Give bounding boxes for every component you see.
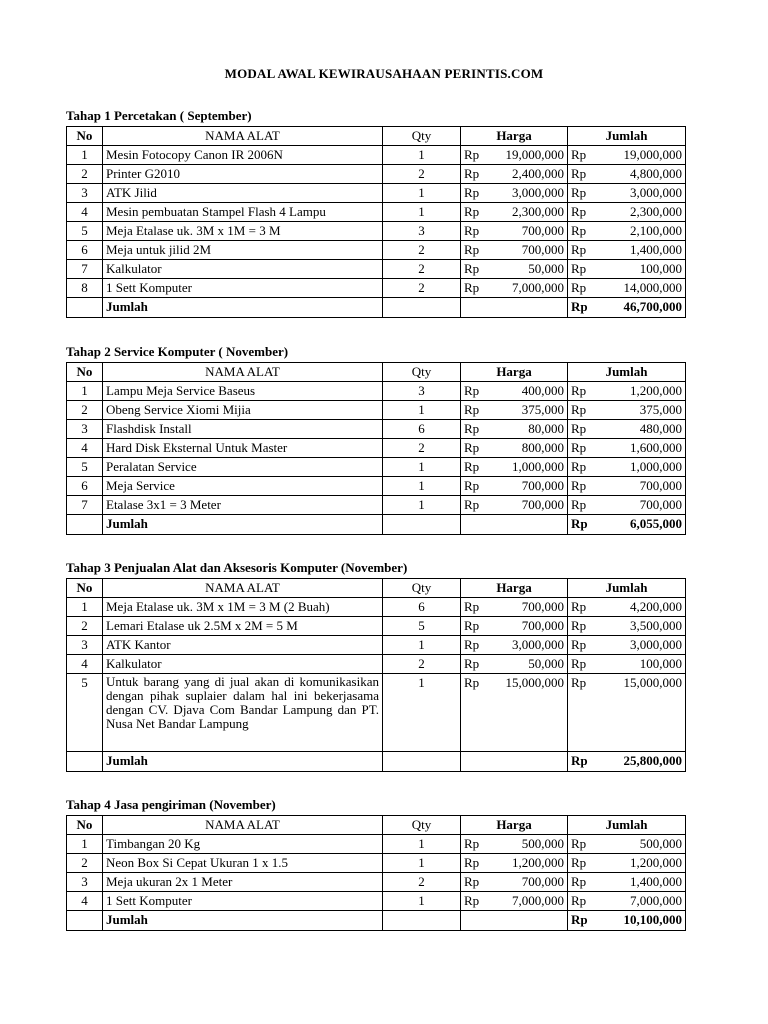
header-no: No [67, 816, 103, 835]
header-jumlah: Jumlah [568, 127, 686, 146]
item-qty: 2 [383, 241, 461, 260]
row-number: 1 [67, 598, 103, 617]
item-name: Obeng Service Xiomi Mijia [103, 401, 383, 420]
item-price: 700,000 [488, 617, 568, 636]
currency-label: Rp [461, 279, 488, 298]
currency-label: Rp [568, 165, 595, 184]
stage-title: Tahap 1 Percetakan ( September) [66, 108, 252, 123]
item-price: 800,000 [488, 439, 568, 458]
cost-table [66, 362, 686, 535]
table-row [67, 382, 686, 401]
item-total: 4,800,000 [595, 165, 686, 184]
table-row [67, 598, 686, 617]
stage-section [66, 107, 685, 318]
table-row [67, 146, 686, 165]
item-name: Meja Etalase uk. 3M x 1M = 3 M [103, 222, 383, 241]
grand-total: 10,100,000 [595, 911, 686, 931]
currency-label: Rp [568, 515, 595, 535]
table-row [67, 420, 686, 439]
item-name: Mesin pembuatan Stampel Flash 4 Lampu [103, 203, 383, 222]
item-name: Mesin Fotocopy Canon IR 2006N [103, 146, 383, 165]
item-total: 1,200,000 [595, 854, 686, 873]
item-name: Lemari Etalase uk 2.5M x 2M = 5 M [103, 617, 383, 636]
currency-label: Rp [461, 260, 488, 279]
item-name: Neon Box Si Cepat Ukuran 1 x 1.5 [103, 854, 383, 873]
item-total: 100,000 [595, 260, 686, 279]
item-name: ATK Jilid [103, 184, 383, 203]
currency-label: Rp [568, 617, 595, 636]
currency-label: Rp [461, 439, 488, 458]
header-nama-alat: NAMA ALAT [103, 127, 383, 146]
currency-label: Rp [568, 184, 595, 203]
item-total: 1,600,000 [595, 439, 686, 458]
row-number: 5 [67, 222, 103, 241]
item-qty: 1 [383, 146, 461, 165]
table-header-row [67, 816, 686, 835]
currency-label: Rp [568, 854, 595, 873]
table-header-row [67, 579, 686, 598]
currency-label: Rp [568, 279, 595, 298]
item-total: 3,500,000 [595, 617, 686, 636]
header-qty: Qty [383, 816, 461, 835]
item-total: 4,200,000 [595, 598, 686, 617]
table-row [67, 222, 686, 241]
table-row [67, 496, 686, 515]
table-row [67, 477, 686, 496]
item-total: 2,300,000 [595, 203, 686, 222]
total-empty-cell [461, 911, 568, 931]
header-qty: Qty [383, 127, 461, 146]
item-name: Flashdisk Install [103, 420, 383, 439]
item-qty: 6 [383, 420, 461, 439]
total-row [67, 752, 686, 772]
item-total: 480,000 [595, 420, 686, 439]
item-qty: 1 [383, 892, 461, 911]
currency-label: Rp [568, 496, 595, 515]
item-qty: 1 [383, 184, 461, 203]
item-name: Timbangan 20 Kg [103, 835, 383, 854]
header-harga: Harga [461, 816, 568, 835]
item-qty: 2 [383, 655, 461, 674]
row-number: 3 [67, 873, 103, 892]
row-number: 4 [67, 439, 103, 458]
currency-label: Rp [461, 636, 488, 655]
table-row [67, 636, 686, 655]
grand-total: 6,055,000 [595, 515, 686, 535]
item-total: 1,200,000 [595, 382, 686, 401]
stage-title: Tahap 4 Jasa pengiriman (November) [66, 797, 276, 812]
currency-label: Rp [461, 458, 488, 477]
item-name: Kalkulator [103, 260, 383, 279]
header-no: No [67, 579, 103, 598]
currency-label: Rp [568, 636, 595, 655]
item-price: 3,000,000 [488, 184, 568, 203]
table-row [67, 241, 686, 260]
currency-label: Rp [568, 892, 595, 911]
item-total: 100,000 [595, 655, 686, 674]
total-label: Jumlah [103, 911, 383, 931]
item-total: 700,000 [595, 496, 686, 515]
total-empty-cell [67, 911, 103, 931]
total-label: Jumlah [103, 752, 383, 772]
row-number: 2 [67, 854, 103, 873]
currency-label: Rp [568, 674, 595, 752]
item-price: 500,000 [488, 835, 568, 854]
item-price: 3,000,000 [488, 636, 568, 655]
header-nama-alat: NAMA ALAT [103, 579, 383, 598]
total-empty-cell [461, 752, 568, 772]
currency-label: Rp [568, 752, 595, 772]
item-total: 500,000 [595, 835, 686, 854]
row-number: 4 [67, 655, 103, 674]
item-qty: 1 [383, 636, 461, 655]
grand-total: 25,800,000 [595, 752, 686, 772]
item-price: 50,000 [488, 655, 568, 674]
item-price: 2,300,000 [488, 203, 568, 222]
item-price: 1,200,000 [488, 854, 568, 873]
item-total: 19,000,000 [595, 146, 686, 165]
table-row [67, 854, 686, 873]
header-nama-alat: NAMA ALAT [103, 816, 383, 835]
item-price: 7,000,000 [488, 892, 568, 911]
header-harga: Harga [461, 363, 568, 382]
currency-label: Rp [568, 298, 595, 318]
item-total: 700,000 [595, 477, 686, 496]
total-empty-cell [383, 515, 461, 535]
currency-label: Rp [461, 892, 488, 911]
row-number: 5 [67, 674, 103, 752]
table-row [67, 401, 686, 420]
page-title: MODAL AWAL KEWIRAUSAHAAN PERINTIS.COM [224, 66, 544, 81]
currency-label: Rp [568, 873, 595, 892]
table-row [67, 203, 686, 222]
item-qty: 1 [383, 496, 461, 515]
item-qty: 1 [383, 401, 461, 420]
item-qty: 1 [383, 458, 461, 477]
item-name: Etalase 3x1 = 3 Meter [103, 496, 383, 515]
currency-label: Rp [461, 184, 488, 203]
item-qty: 2 [383, 165, 461, 184]
item-qty: 5 [383, 617, 461, 636]
total-empty-cell [461, 515, 568, 535]
item-price: 700,000 [488, 222, 568, 241]
item-name: Printer G2010 [103, 165, 383, 184]
item-qty: 2 [383, 439, 461, 458]
currency-label: Rp [461, 241, 488, 260]
row-number: 2 [67, 401, 103, 420]
total-label: Jumlah [103, 298, 383, 318]
item-qty: 6 [383, 598, 461, 617]
row-number: 2 [67, 165, 103, 184]
currency-label: Rp [568, 222, 595, 241]
total-empty-cell [67, 298, 103, 318]
row-number: 7 [67, 496, 103, 515]
currency-label: Rp [568, 439, 595, 458]
item-qty: 3 [383, 382, 461, 401]
cost-table [66, 126, 686, 318]
row-number: 3 [67, 184, 103, 203]
table-row [67, 165, 686, 184]
grand-total: 46,700,000 [595, 298, 686, 318]
header-harga: Harga [461, 127, 568, 146]
item-qty: 1 [383, 477, 461, 496]
table-row [67, 655, 686, 674]
item-name: Meja Service [103, 477, 383, 496]
item-price: 80,000 [488, 420, 568, 439]
item-price: 400,000 [488, 382, 568, 401]
item-qty: 2 [383, 873, 461, 892]
table-header-row [67, 127, 686, 146]
header-qty: Qty [383, 363, 461, 382]
item-name: Untuk barang yang di jual akan di komunikasikan dengan pihak suplaier dalam hal ini bekerjasama dengan CV. Djava Com Bandar Lampung dan PT. Nusa Net Bandar Lampung [103, 674, 383, 752]
currency-label: Rp [568, 401, 595, 420]
row-number: 4 [67, 892, 103, 911]
header-jumlah: Jumlah [568, 363, 686, 382]
item-name: Meja Etalase uk. 3M x 1M = 3 M (2 Buah) [103, 598, 383, 617]
row-number: 7 [67, 260, 103, 279]
item-price: 19,000,000 [488, 146, 568, 165]
item-name: Hard Disk Eksternal Untuk Master [103, 439, 383, 458]
item-name: 1 Sett Komputer [103, 892, 383, 911]
currency-label: Rp [568, 477, 595, 496]
table-row [67, 279, 686, 298]
total-row [67, 911, 686, 931]
total-empty-cell [67, 515, 103, 535]
currency-label: Rp [461, 496, 488, 515]
total-row [67, 298, 686, 318]
item-price: 700,000 [488, 598, 568, 617]
row-number: 5 [67, 458, 103, 477]
currency-label: Rp [461, 222, 488, 241]
currency-label: Rp [568, 655, 595, 674]
currency-label: Rp [568, 835, 595, 854]
currency-label: Rp [461, 477, 488, 496]
header-harga: Harga [461, 579, 568, 598]
header-nama-alat: NAMA ALAT [103, 363, 383, 382]
stage-section [66, 559, 685, 772]
currency-label: Rp [461, 165, 488, 184]
item-price: 50,000 [488, 260, 568, 279]
item-total: 1,000,000 [595, 458, 686, 477]
item-price: 700,000 [488, 496, 568, 515]
table-row [67, 439, 686, 458]
currency-label: Rp [461, 835, 488, 854]
currency-label: Rp [461, 674, 488, 752]
row-number: 4 [67, 203, 103, 222]
item-total: 1,400,000 [595, 873, 686, 892]
item-qty: 1 [383, 203, 461, 222]
total-empty-cell [383, 298, 461, 318]
header-no: No [67, 363, 103, 382]
item-total: 375,000 [595, 401, 686, 420]
item-qty: 2 [383, 279, 461, 298]
item-name: Lampu Meja Service Baseus [103, 382, 383, 401]
item-qty: 1 [383, 674, 461, 752]
row-number: 6 [67, 477, 103, 496]
row-number: 3 [67, 420, 103, 439]
currency-label: Rp [461, 382, 488, 401]
item-price: 7,000,000 [488, 279, 568, 298]
item-name: Meja untuk jilid 2M [103, 241, 383, 260]
cost-table [66, 815, 686, 931]
table-row [67, 892, 686, 911]
currency-label: Rp [461, 598, 488, 617]
table-row [67, 184, 686, 203]
header-jumlah: Jumlah [568, 816, 686, 835]
item-price: 700,000 [488, 241, 568, 260]
currency-label: Rp [568, 241, 595, 260]
currency-label: Rp [568, 598, 595, 617]
table-header-row [67, 363, 686, 382]
total-empty-cell [383, 752, 461, 772]
currency-label: Rp [461, 420, 488, 439]
currency-label: Rp [568, 382, 595, 401]
item-qty: 1 [383, 835, 461, 854]
total-row [67, 515, 686, 535]
item-total: 3,000,000 [595, 184, 686, 203]
row-number: 1 [67, 382, 103, 401]
item-price: 2,400,000 [488, 165, 568, 184]
stage-title: Tahap 3 Penjualan Alat dan Aksesoris Komputer (November) [66, 560, 408, 575]
currency-label: Rp [568, 911, 595, 931]
row-number: 6 [67, 241, 103, 260]
item-price: 700,000 [488, 873, 568, 892]
cost-table [66, 578, 686, 772]
row-number: 8 [67, 279, 103, 298]
table-row [67, 617, 686, 636]
item-total: 7,000,000 [595, 892, 686, 911]
currency-label: Rp [568, 203, 595, 222]
table-row [67, 458, 686, 477]
total-empty-cell [67, 752, 103, 772]
stage-section [66, 343, 685, 535]
total-empty-cell [461, 298, 568, 318]
currency-label: Rp [461, 854, 488, 873]
header-qty: Qty [383, 579, 461, 598]
item-total: 2,100,000 [595, 222, 686, 241]
table-row [67, 873, 686, 892]
currency-label: Rp [568, 458, 595, 477]
item-total: 14,000,000 [595, 279, 686, 298]
item-total: 1,400,000 [595, 241, 686, 260]
item-qty: 2 [383, 260, 461, 279]
total-label: Jumlah [103, 515, 383, 535]
currency-label: Rp [568, 260, 595, 279]
table-row [67, 835, 686, 854]
item-name: ATK Kantor [103, 636, 383, 655]
currency-label: Rp [461, 203, 488, 222]
item-name: 1 Sett Komputer [103, 279, 383, 298]
currency-label: Rp [461, 617, 488, 636]
stage-title: Tahap 2 Service Komputer ( November) [66, 344, 289, 359]
currency-label: Rp [461, 146, 488, 165]
total-empty-cell [383, 911, 461, 931]
item-total: 15,000,000 [595, 674, 686, 752]
item-price: 1,000,000 [488, 458, 568, 477]
item-total: 3,000,000 [595, 636, 686, 655]
table-row [67, 260, 686, 279]
item-price: 375,000 [488, 401, 568, 420]
item-name: Peralatan Service [103, 458, 383, 477]
currency-label: Rp [461, 873, 488, 892]
currency-label: Rp [461, 655, 488, 674]
row-number: 2 [67, 617, 103, 636]
item-price: 15,000,000 [488, 674, 568, 752]
header-no: No [67, 127, 103, 146]
table-row [67, 674, 686, 752]
item-price: 700,000 [488, 477, 568, 496]
currency-label: Rp [461, 401, 488, 420]
currency-label: Rp [568, 146, 595, 165]
row-number: 1 [67, 146, 103, 165]
row-number: 3 [67, 636, 103, 655]
stage-section [66, 796, 685, 931]
header-jumlah: Jumlah [568, 579, 686, 598]
item-name: Kalkulator [103, 655, 383, 674]
item-qty: 3 [383, 222, 461, 241]
row-number: 1 [67, 835, 103, 854]
item-name: Meja ukuran 2x 1 Meter [103, 873, 383, 892]
currency-label: Rp [568, 420, 595, 439]
item-qty: 1 [383, 854, 461, 873]
